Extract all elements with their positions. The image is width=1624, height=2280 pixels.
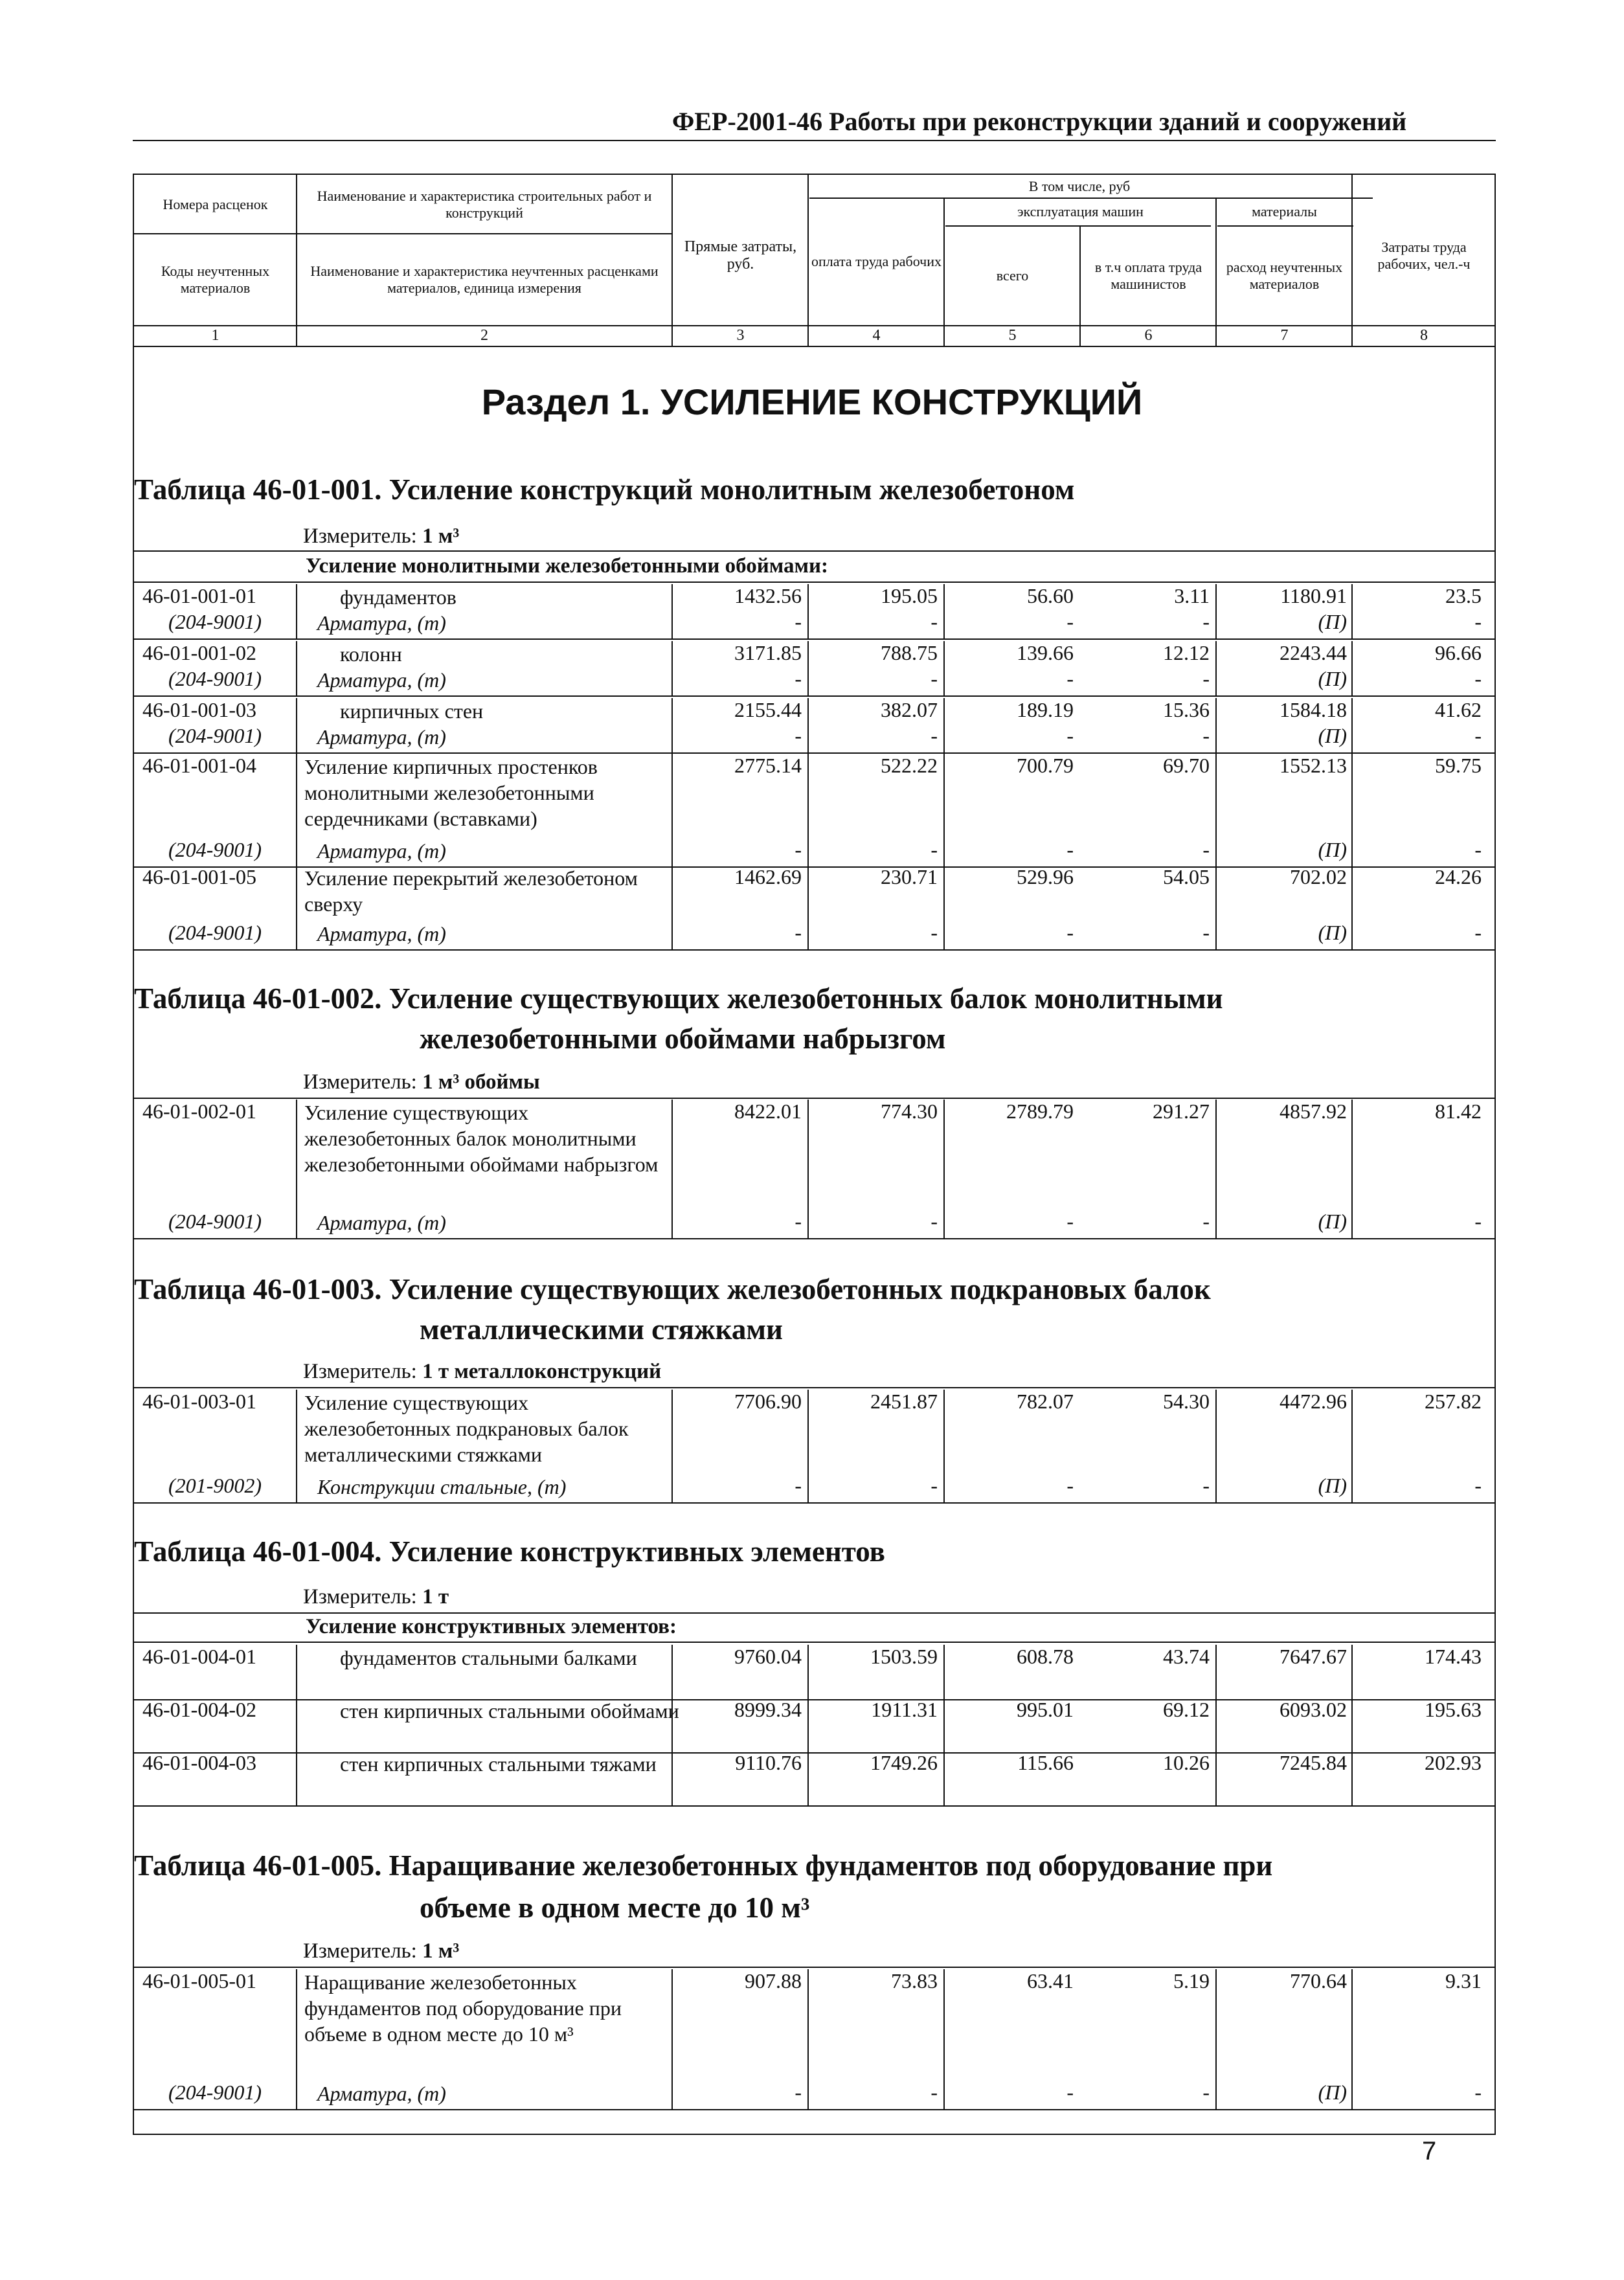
row-col-line [943,641,945,695]
row-value: 4472.96 [1280,1390,1347,1413]
material-value: - [1474,610,1482,633]
row-code: 46-01-003-01 [142,1390,256,1413]
material-code: (204-9001) [168,2081,262,2104]
col6-header: в т.ч оплата труда машинистов [1094,259,1202,292]
row-value: 4857.92 [1280,1100,1347,1123]
material-value: (П) [1318,838,1347,861]
row-name: колонн [340,642,402,666]
table-rule [134,1098,1494,1099]
material-value: - [1066,2081,1074,2104]
row-value: 774.30 [881,1100,938,1123]
col8-header: Затраты труда рабочих, чел.-ч [1377,239,1471,272]
row-code: 46-01-001-03 [142,698,256,721]
material-value: (П) [1318,921,1347,944]
row-value: 608.78 [1017,1645,1074,1668]
header-col-line [671,175,673,346]
row-value: 59.75 [1435,754,1482,777]
material-value: - [930,2081,938,2104]
row-col-line [1351,584,1353,638]
header-col-line [296,175,297,346]
row-value: 702.02 [1290,865,1347,888]
row-value: 195.63 [1425,1698,1482,1721]
row-col-line [1215,1100,1217,1238]
row-col-line [296,1645,297,1699]
row-value: 189.19 [1017,698,1074,721]
row-code: 46-01-001-04 [142,754,256,777]
material-value: - [1474,667,1482,690]
row-divider [134,2109,1494,2110]
col-number: 6 [1144,327,1153,344]
row-col-line [807,754,809,866]
row-name: стен кирпичных стальными обоймами [340,1699,679,1722]
row-col-line [807,1390,809,1502]
meter-value: 1 м³ обоймы [422,1070,540,1094]
material-value: - [795,610,802,633]
row-col-line [296,1698,297,1752]
material-value: - [1202,724,1210,747]
row-col-line [943,865,945,949]
header-col-line [1351,175,1353,346]
row-col-line [943,754,945,866]
material-value: - [1066,610,1074,633]
row-col-line [1215,641,1217,695]
header-col-line [943,198,945,346]
row-value: 10.26 [1163,1751,1210,1774]
row-value: 522.22 [881,754,938,777]
row-code: 46-01-001-05 [142,865,256,888]
table-title-line1: Таблица 46-01-002. Усиление существующих железобетонных балок монолитными [134,982,1223,1015]
meter-value: 1 т металлоконструкций [422,1360,662,1383]
row-value: 63.41 [1027,1969,1074,1992]
row-value: 1432.56 [734,584,802,607]
row-col-line [1351,1698,1353,1752]
row-value: 54.05 [1163,865,1210,888]
title-rule [133,140,1496,141]
row-name: Усиление существующих железобетонных балок монолитными железобетонными обоймами набрызгом [304,1101,659,1176]
material-value: - [930,921,938,944]
material-value: - [930,667,938,690]
row-value: 1749.26 [870,1751,938,1774]
row-col-line [1215,1390,1217,1502]
col2-top-header: Наименование и характеристика строительных работ и конструкций [317,188,652,221]
meter-label: Измеритель: [303,1939,417,1963]
row-col-line [1351,641,1353,695]
col-number: 2 [480,327,488,344]
row-value: 770.64 [1290,1969,1347,1992]
row-value: 8999.34 [734,1698,802,1721]
table-title-line2: объеме в одном месте до 10 м³ [420,1891,810,1924]
row-value: 907.88 [745,1969,802,1992]
row-divider [134,1502,1494,1504]
row-col-line [1351,1645,1353,1699]
header-divider [945,225,1211,227]
table-rule [134,1967,1494,1968]
material-value: - [1202,667,1210,690]
row-col-line [807,641,809,695]
meter-label: Измеритель: [303,1585,417,1608]
meter [303,1070,540,1094]
row-col-line [1215,754,1217,866]
subhead: Усиление конструктивных элементов: [306,1615,677,1638]
material-name: Арматура, (т) [317,668,446,692]
row-col-line [807,865,809,949]
row-value: 43.74 [1163,1645,1210,1668]
material-code: (204-9001) [168,921,262,944]
row-value: 7647.67 [1280,1645,1347,1668]
row-col-line [943,1100,945,1238]
material-name: Арматура, (т) [317,1211,446,1234]
meter-value: 1 м³ [422,1939,460,1963]
header-divider [134,346,1494,347]
material-value: - [1066,1474,1074,1497]
table-title-line1: Таблица 46-01-005. Наращивание железобетонных фундаментов под оборудование при [134,1849,1273,1882]
material-code: (204-9001) [168,610,262,633]
col-number: 1 [211,327,220,344]
row-col-line [1215,865,1217,949]
row-col-line [943,698,945,752]
row-value: 96.66 [1435,641,1482,664]
material-value: - [1474,921,1482,944]
material-code: (201-9002) [168,1474,262,1497]
meter-label: Измеритель: [303,1360,417,1383]
row-divider [134,1238,1494,1239]
row-col-line [1351,1390,1353,1502]
row-value: 1552.13 [1280,754,1347,777]
row-col-line [1351,698,1353,752]
row-value: 15.36 [1163,698,1210,721]
material-value: - [1474,1474,1482,1497]
material-name: Конструкции стальные, (т) [317,1475,567,1498]
row-value: 9760.04 [734,1645,802,1668]
row-value: 54.30 [1163,1390,1210,1413]
header-divider [134,233,671,234]
row-name: Наращивание железобетонных фундаментов под оборудование при объеме в одном месте до 10 м³ [304,1970,622,2046]
col-number: 4 [872,327,881,344]
row-value: 1503.59 [870,1645,938,1668]
row-value: 174.43 [1425,1645,1482,1668]
col-number: 5 [1008,327,1017,344]
meter [303,1939,459,1963]
row-col-line [1215,698,1217,752]
material-value: - [930,1474,938,1497]
row-code: 46-01-001-01 [142,584,256,607]
row-value: 69.70 [1163,754,1210,777]
row-code: 46-01-004-02 [142,1698,256,1721]
material-value: - [1066,724,1074,747]
row-name: стен кирпичных стальными тяжами [340,1752,657,1776]
material-value: - [1474,1210,1482,1233]
row-col-line [943,1390,945,1502]
row-code: 46-01-004-03 [142,1751,256,1774]
material-value: - [1066,838,1074,861]
material-name: Арматура, (т) [317,725,446,749]
row-value: 8422.01 [734,1100,802,1123]
material-value: (П) [1318,1210,1347,1233]
row-value: 81.42 [1435,1100,1482,1123]
row-code: 46-01-001-02 [142,641,256,664]
meter-value: 1 м³ [422,525,460,548]
row-value: 23.5 [1445,584,1482,607]
header-col-line [807,175,809,346]
col3-header: Прямые затраты, руб. [684,238,797,273]
row-value: 1584.18 [1280,698,1347,721]
col5-header: всего [996,267,1029,284]
row-value: 1911.31 [871,1698,938,1721]
row-value: 139.66 [1017,641,1074,664]
row-value: 9110.76 [735,1751,802,1774]
row-value: 73.83 [891,1969,938,1992]
meter [303,1360,661,1384]
material-value: - [930,838,938,861]
material-value: - [930,724,938,747]
row-col-line [807,1969,809,2109]
col1-top-header: Номера расценок [163,196,268,212]
header-divider [134,325,1494,326]
header-divider [809,198,1373,199]
material-value: - [1202,921,1210,944]
material-name: Арматура, (т) [317,2082,446,2105]
col4-header: оплата труда рабочих [811,253,942,269]
row-col-line [1215,584,1217,638]
row-col-line [1351,1100,1353,1238]
row-value: 291.27 [1153,1100,1210,1123]
material-value: - [1202,1210,1210,1233]
row-value: 782.07 [1017,1390,1074,1413]
row-value: 2789.79 [1006,1100,1074,1123]
row-value: 7245.84 [1280,1751,1347,1774]
material-value: - [1202,2081,1210,2104]
materials-header: материалы [1252,203,1317,220]
row-col-line [807,584,809,638]
material-value: (П) [1318,2081,1347,2104]
row-value: 6093.02 [1280,1698,1347,1721]
row-code: 46-01-002-01 [142,1100,256,1123]
row-col-line [943,1645,945,1699]
row-col-line [1351,865,1353,949]
row-value: 3.11 [1174,584,1210,607]
material-name: Арматура, (т) [317,611,446,635]
row-value: 12.12 [1163,641,1210,664]
row-name: фундаментов [340,585,457,609]
row-value: 24.26 [1435,865,1482,888]
material-value: - [930,610,938,633]
machines-header: эксплуатация машин [1017,203,1144,220]
section-title: Раздел 1. УСИЛЕНИЕ КОНСТРУКЦИЙ [481,381,1143,422]
meter-label: Измеритель: [303,1070,417,1094]
material-code: (204-9001) [168,838,262,861]
header-divider [1217,225,1353,227]
row-value: 2243.44 [1280,641,1347,664]
page-title: ФЕР-2001-46 Работы при реконструкции зданий и сооружений [672,107,1407,136]
meter [303,525,459,548]
row-value: 202.93 [1425,1751,1482,1774]
material-name: Арматура, (т) [317,922,446,945]
col2-bottom-header: Наименование и характеристика неучтенных расценками материалов, единица измерения [310,263,659,296]
row-value: 3171.85 [734,641,802,664]
material-value: - [795,1474,802,1497]
material-value: - [795,921,802,944]
meter-label: Измеритель: [303,525,417,548]
row-col-line [1215,1698,1217,1752]
row-value: 995.01 [1017,1698,1074,1721]
row-value: 1180.91 [1280,584,1347,607]
meter-value: 1 т [422,1585,449,1608]
row-value: 2155.44 [734,698,802,721]
row-value: 788.75 [881,641,938,664]
row-col-line [1215,1645,1217,1699]
row-value: 2775.14 [734,754,802,777]
row-name: кирпичных стен [340,699,484,723]
material-value: - [795,667,802,690]
material-value: - [1066,1210,1074,1233]
row-col-line [943,1969,945,2109]
row-value: 69.12 [1163,1698,1210,1721]
row-col-line [807,698,809,752]
material-value: - [1202,1474,1210,1497]
row-divider [134,1805,1494,1807]
row-col-line [1351,1751,1353,1805]
row-col-line [296,1751,297,1805]
material-value: - [795,1210,802,1233]
material-value: - [795,724,802,747]
row-col-line [943,584,945,638]
material-value: - [1066,921,1074,944]
row-value: 529.96 [1017,865,1074,888]
material-value: (П) [1318,610,1347,633]
row-divider [134,695,1494,697]
material-name: Арматура, (т) [317,839,446,863]
row-col-line [943,1751,945,1805]
row-value: 195.05 [881,584,938,607]
material-value: - [795,838,802,861]
row-value: 257.82 [1425,1390,1482,1413]
col-number: 8 [1420,327,1428,344]
row-col-line [1215,1751,1217,1805]
row-value: 1462.69 [734,865,802,888]
col1-bottom-header: Коды неучтенных материалов [161,263,270,296]
material-value: - [1474,2081,1482,2104]
row-value: 5.19 [1173,1969,1210,1992]
row-col-line [1351,754,1353,866]
row-value: 9.31 [1445,1969,1482,1992]
row-value: 56.60 [1027,584,1074,607]
material-code: (204-9001) [168,1210,262,1233]
table-title: Таблица 46-01-004. Усиление конструктивных элементов [134,1535,885,1568]
table-title-line2: железобетонными обоймами набрызгом [420,1022,946,1055]
row-value: 2451.87 [870,1390,938,1413]
col7-header: расход неучтенных материалов [1226,259,1343,292]
material-value: - [1474,838,1482,861]
row-name: Усиление перекрытий железобетоном сверху [304,866,638,916]
row-name: фундаментов стальными балками [340,1646,637,1669]
material-value: - [795,2081,802,2104]
material-value: (П) [1318,1474,1347,1497]
material-code: (204-9001) [168,724,262,747]
col-number: 7 [1280,327,1289,344]
row-col-line [1351,1969,1353,2109]
row-value: 700.79 [1017,754,1074,777]
table-rule [134,1642,1494,1643]
row-code: 46-01-005-01 [142,1969,256,1992]
row-divider [134,638,1494,640]
row-col-line [807,1645,809,1699]
row-col-line [807,1751,809,1805]
col-number: 3 [736,327,745,344]
material-value: (П) [1318,724,1347,747]
material-value: - [1202,838,1210,861]
material-value: - [1202,610,1210,633]
table-rule [134,1387,1494,1388]
row-code: 46-01-004-01 [142,1645,256,1668]
included-header: В том числе, руб [1028,178,1131,194]
row-col-line [1215,1969,1217,2109]
header-col-line [1079,225,1081,346]
material-value: - [930,1210,938,1233]
row-divider [134,949,1494,951]
page-number: 7 [1422,2137,1437,2165]
row-name: Усиление существующих железобетонных подкрановых балок металлическими стяжками [304,1391,629,1466]
table-rule [134,550,1494,552]
table-rule [134,581,1494,583]
meter [303,1585,449,1609]
material-code: (204-9001) [168,667,262,690]
subhead: Усиление монолитными железобетонными обоймами: [306,554,828,578]
material-value: - [1066,667,1074,690]
row-value: 382.07 [881,698,938,721]
row-col-line [807,1698,809,1752]
table-title-line2: металлическими стяжками [420,1313,783,1346]
row-name: Усиление кирпичных простенков монолитными железобетонными сердечниками (вставками) [304,755,598,830]
material-value: - [1474,724,1482,747]
row-value: 41.62 [1435,698,1482,721]
row-value: 115.66 [1017,1751,1074,1774]
header-col-line [1215,198,1217,346]
material-value: (П) [1318,667,1347,690]
table-title: Таблица 46-01-001. Усиление конструкций монолитным железобетоном [134,473,1075,506]
row-col-line [943,1698,945,1752]
row-col-line [807,1100,809,1238]
row-value: 230.71 [881,865,938,888]
table-rule [134,1612,1494,1614]
table-title-line1: Таблица 46-01-003. Усиление существующих железобетонных подкрановых балок [134,1273,1211,1305]
row-value: 7706.90 [734,1390,802,1413]
